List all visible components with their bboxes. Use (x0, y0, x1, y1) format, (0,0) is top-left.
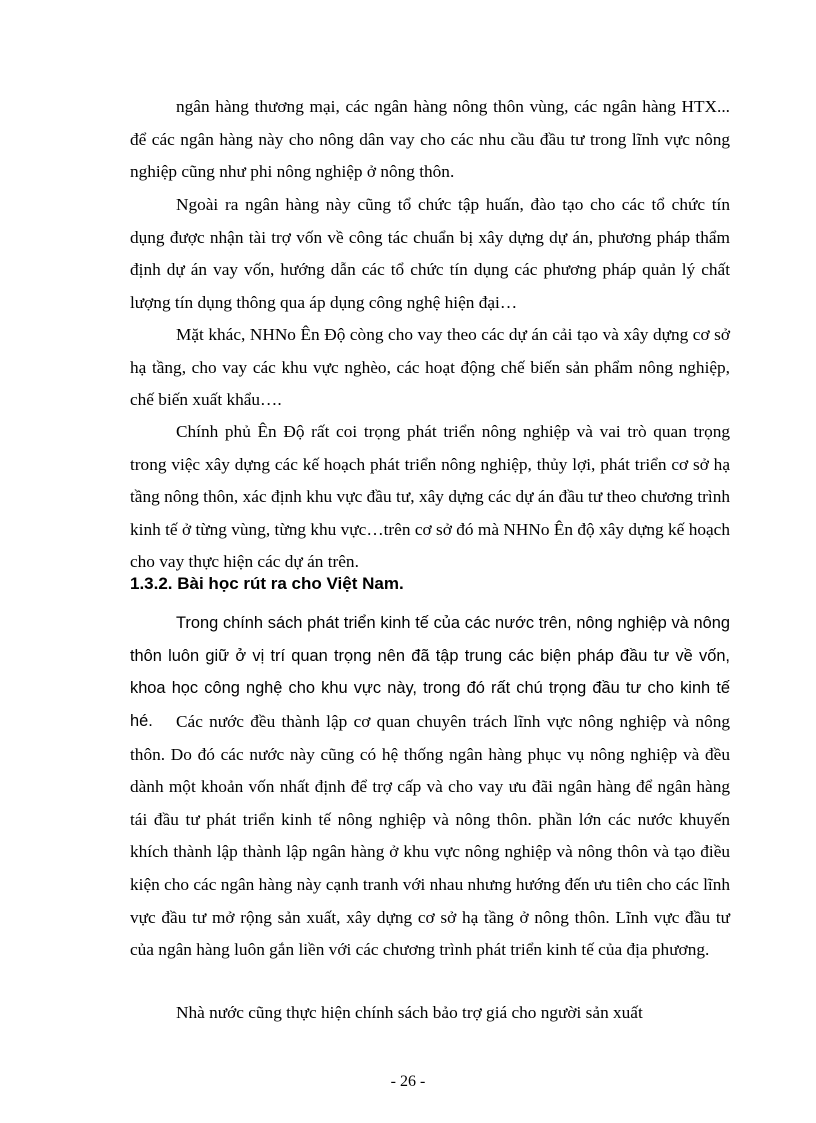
paragraph-specialized-agencies: Các nước đều thành lập cơ quan chuyên trách lĩnh vực nông nghiệp và nông thôn. Do đó các nước này cũng có hệ thống ngân hàng phục vụ nông nghiệp và đều dành một khoản vốn nhất định để trợ cấp và cho vay ưu đãi ngân hàng để ngân hàng tái đầu tư phát triển kinh tế nông nghiệp và nông thôn. phần lớn các nước khuyến khích thành lập thành lập ngân hàng ở khu vực nông nghiệp và nông thôn và tạo điều kiện cho các ngân hàng này cạnh tranh với nhau nhưng hướng đến ưu tiên cho các lĩnh vực đầu tư mở rộng sản xuất, xây dựng cơ sở hạ tầng ở nông thôn. Lĩnh vực đầu tư của ngân hàng luôn gắn liền với các chương trình phát triển kinh tế của địa phương. (130, 712, 730, 960)
section-heading: 1.3.2. Bài học rút ra cho Việt Nam. (130, 574, 404, 593)
paragraph-training: Ngoài ra ngân hàng này cũng tổ chức tập huấn, đào tạo cho các tổ chức tín dụng được nhận tài trợ vốn về công tác chuẩn bị xây dựng dự án, phương pháp thẩm định dự án vay vốn, hướng dẫn các tổ chức tín dụng các phương pháp quản lý chất lượng tín dụng thông qua áp dụng công nghệ hiện đại… (130, 195, 730, 312)
paragraph-india-government: Chính phủ Ên Độ rất coi trọng phát triển nông nghiệp và vai trò quan trọng trong việc xây dựng các kế hoạch phát triển nông nghiệp, thủy lợi, phát triển cơ sở hạ tầng nông thôn, xác định khu vực đầu tư, xây dựng các dự án đầu tư theo chương trình kinh tế ở từng vùng, từng khu vực…trên cơ sở đó mà NHNo Ên độ xây dựng kế hoạch cho vay thực hiện các dự án trên. (130, 422, 730, 572)
paragraph-lessons-intro: Trong chính sách phát triển kinh tế của các nước trên, nông nghiệp và nông thôn luôn giữ ở vị trí quan trọng nên đã tập trung các biện pháp đầu tư về vốn, khoa học công nghệ cho khu vực này, trong đó rất chú trọng đầu tư cho kinh tế hé. (130, 614, 730, 730)
page-number: - 26 - (390, 1073, 426, 1090)
paragraph-price-support: Nhà nước cũng thực hiện chính sách bảo trợ giá cho người sản xuất (176, 1003, 643, 1022)
paragraph-continued: ngân hàng thương mại, các ngân hàng nông thôn vùng, các ngân hàng HTX... để các ngân hàng này cho nông dân vay cho các nhu cầu đầu tư trong lĩnh vực nông nghiệp cũng như phi nông nghiệp ở nông thôn. (130, 97, 730, 182)
paragraph-infrastructure-lending: Mặt khác, NHNo Ên Độ còng cho vay theo các dự án cải tạo và xây dựng cơ sở hạ tầng, cho vay các khu vực nghèo, các hoạt động chế biến sản phẩm nông nghiệp, chế biến xuất khẩu…. (130, 325, 730, 410)
